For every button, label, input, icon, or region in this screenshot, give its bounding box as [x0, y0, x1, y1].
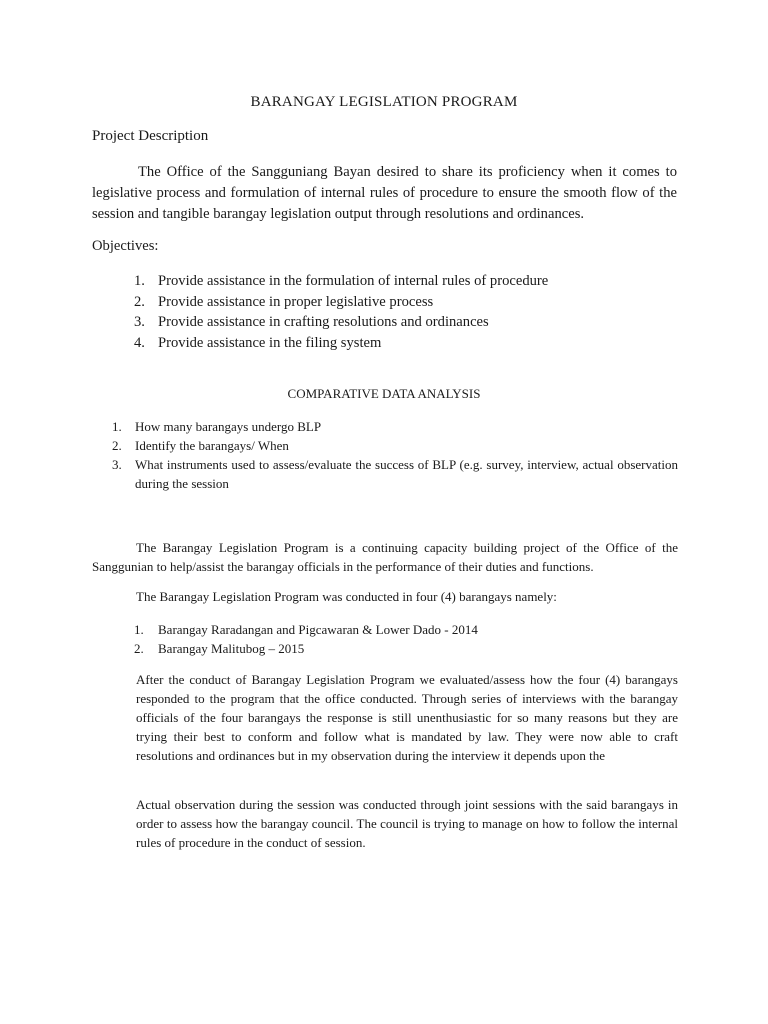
analysis-heading: COMPARATIVE DATA ANALYSIS [287, 386, 481, 401]
list-item [134, 333, 548, 354]
project-description-paragraph [92, 162, 677, 225]
analysis-questions-list [112, 417, 678, 493]
list-item-number: 3. [112, 457, 122, 472]
list-item [134, 312, 548, 333]
list-item-text: Provide assistance in the filing system [158, 334, 382, 351]
list-item-number: 1. [134, 622, 144, 637]
list-item-text: How many barangays undergo BLP [135, 419, 322, 434]
list-item [134, 271, 548, 292]
list-item-number: 2. [112, 438, 122, 453]
objectives-list [134, 271, 548, 353]
list-item-text: What instruments used to assess/evaluate the success of BLP (e.g. survey, interview, actual observation during the session [135, 457, 678, 491]
project-description-text: The Office of the Sangguniang Bayan desired to share its proficiency when it comes to legislative process and formulation of internal rules of procedure to ensure the smooth flow of the session and tangible barangay legislation output through resolutions and ordinances. [92, 164, 677, 222]
blp-intro-paragraph: The Barangay Legislation Program is a continuing capacity building project of the Office of the Sanggunian to help/assist the barangay officials in the performance of their duties and functions. [92, 540, 678, 574]
list-item-text: Provide assistance in crafting resolutions and ordinances [158, 314, 489, 330]
list-item [134, 639, 478, 658]
project-description-heading: Project Description [92, 128, 209, 144]
list-item-number: 2. [134, 641, 144, 656]
observation-paragraph: Actual observation during the session was conducted through joint sessions with the said barangays in order to assess how the barangay council. The council is trying to manage on how to follow the internal rules of procedure in the conduct of session. [136, 797, 678, 850]
list-item-number: 1. [112, 419, 122, 434]
list-item [112, 417, 678, 436]
list-item-text: Provide assistance in the formulation of internal rules of procedure [158, 273, 549, 289]
barangays-list [134, 620, 478, 658]
list-item [112, 455, 678, 493]
list-item-text: Provide assistance in proper legislative process [158, 293, 434, 310]
list-item-text: Identify the barangays/ When [135, 438, 289, 453]
list-item-number: 1. [134, 273, 145, 289]
document-title: BARANGAY LEGISLATION PROGRAM [250, 94, 518, 110]
list-item [112, 436, 678, 455]
blp-conducted-paragraph: The Barangay Legislation Program was conducted in four (4) barangays namely: [136, 589, 557, 604]
list-item [134, 292, 548, 313]
list-item-number: 4. [134, 334, 145, 351]
list-item-number: 3. [134, 314, 145, 330]
evaluation-paragraph: After the conduct of Barangay Legislation Program we evaluated/assess how the four (4) barangays responded to the program that the office conducted. Through series of interviews with the barangay officials of the four barangays the response is still unenthusiastic for so many reasons but they are trying their best to conform and follow what is mandated by law. They were now able to craft resolutions and ordinances but in my observation during the interview it depends upon the [136, 672, 678, 763]
list-item-number: 2. [134, 293, 145, 310]
list-item-text: Barangay Malitubog – 2015 [158, 641, 305, 656]
list-item-text: Barangay Raradangan and Pigcawaran & Lower Dado - 2014 [158, 622, 478, 637]
objectives-heading: Objectives: [92, 238, 159, 254]
list-item [134, 620, 478, 639]
